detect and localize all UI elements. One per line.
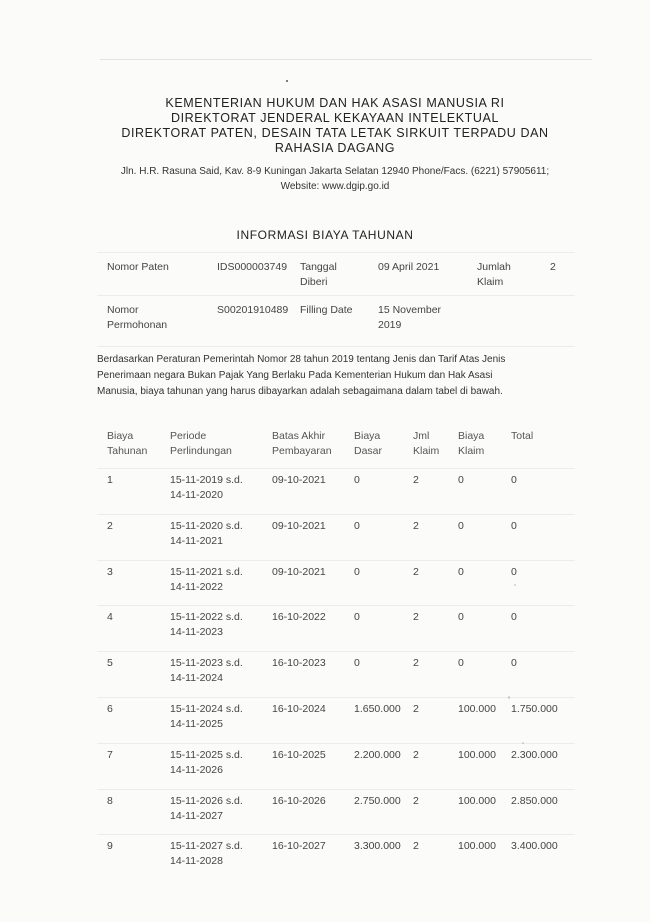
header-text: Biaya xyxy=(354,430,381,442)
cell-periode xyxy=(170,839,243,869)
cell-jml-klaim: 2 xyxy=(413,794,419,807)
periode-end: 14-11-2023 xyxy=(170,626,223,639)
cell-no: 9 xyxy=(107,840,113,853)
cell-total: 2.300.000 xyxy=(511,748,558,761)
jumlah-klaim-label xyxy=(477,260,511,290)
cell-jml-klaim: 2 xyxy=(413,840,419,853)
paragraph-line-2: Penerimaan negara Bukan Pajak Yang Berlaku Pada Kementerian Hukum dan Hak Asasi xyxy=(97,370,493,381)
cell-biaya-klaim: 0 xyxy=(458,657,464,670)
periode-start: 15-11-2020 s.d. xyxy=(170,519,243,532)
header-text: Periode xyxy=(170,430,207,442)
filling-date-label: Filling Date xyxy=(300,304,353,316)
header-biaya-klaim xyxy=(458,429,484,459)
cell-biaya-dasar: 0 xyxy=(354,611,360,624)
fee-table-header xyxy=(97,428,575,468)
info-row-1 xyxy=(97,252,575,295)
cell-batas-akhir: 16-10-2025 xyxy=(272,748,326,761)
annual-fee-table xyxy=(97,428,575,880)
cell-biaya-dasar: 2.200.000 xyxy=(354,748,401,761)
cell-no: 2 xyxy=(107,519,113,532)
website-line: Website: www.dgip.go.id xyxy=(280,181,390,192)
nomor-permohonan-label xyxy=(107,303,167,333)
scan-speck xyxy=(508,696,510,699)
table-row xyxy=(97,697,575,743)
periode-start: 15-11-2022 s.d. xyxy=(170,611,243,624)
jumlah-klaim-label-2: Klaim xyxy=(477,276,504,288)
cell-batas-akhir: 16-10-2026 xyxy=(272,794,326,807)
cell-batas-akhir: 16-10-2024 xyxy=(272,702,326,715)
cell-batas-akhir: 16-10-2022 xyxy=(272,611,326,624)
fee-table-body xyxy=(97,468,575,880)
periode-end: 14-11-2028 xyxy=(170,855,223,868)
cell-biaya-klaim: 0 xyxy=(458,565,464,578)
cell-batas-akhir: 16-10-2027 xyxy=(272,840,326,853)
cell-total: 0 xyxy=(511,611,517,624)
nomor-permohonan-label-1: Nomor xyxy=(107,304,139,316)
table-row xyxy=(97,514,575,560)
cell-biaya-klaim: 0 xyxy=(458,519,464,532)
cell-no: 8 xyxy=(107,794,113,807)
periode-start: 15-11-2025 s.d. xyxy=(170,748,243,761)
header-text: Tahunan xyxy=(107,445,148,457)
tanggal-diberi-label xyxy=(300,260,337,290)
cell-biaya-dasar: 3.300.000 xyxy=(354,840,401,853)
cell-no: 6 xyxy=(107,702,113,715)
cell-biaya-klaim: 100.000 xyxy=(458,840,496,853)
scan-speck xyxy=(522,742,524,744)
header-text: Biaya xyxy=(458,430,485,442)
cell-no: 3 xyxy=(107,565,113,578)
cell-biaya-dasar: 0 xyxy=(354,565,360,578)
cell-jml-klaim: 2 xyxy=(413,474,419,486)
cell-jml-klaim: 2 xyxy=(413,657,419,670)
header-periode xyxy=(170,429,232,459)
cell-total: 2.850.000 xyxy=(511,794,558,807)
cell-batas-akhir: 16-10-2023 xyxy=(272,657,326,670)
header-text: Perlindungan xyxy=(170,445,232,457)
cell-biaya-dasar: 0 xyxy=(354,519,360,532)
table-row xyxy=(97,834,575,880)
periode-end: 14-11-2021 xyxy=(170,534,223,547)
cell-jml-klaim: 2 xyxy=(413,611,419,624)
paragraph-line-3: Manusia, biaya tahunan yang harus dibayarkan adalah sebagaimana dalam tabel di bawah. xyxy=(97,386,503,397)
periode-start: 15-11-2021 s.d. xyxy=(170,565,243,578)
cell-periode xyxy=(170,473,243,503)
cell-total: 0 xyxy=(511,474,517,486)
header-text: Jml xyxy=(413,430,430,442)
section-title: INFORMASI BIAYA TAHUNAN xyxy=(236,228,414,242)
cell-biaya-klaim: 100.000 xyxy=(458,702,496,715)
cell-biaya-dasar: 2.750.000 xyxy=(354,794,401,807)
periode-end: 14-11-2027 xyxy=(170,809,223,822)
patent-info-table xyxy=(97,252,575,347)
periode-start: 15-11-2023 s.d. xyxy=(170,657,243,670)
address-block xyxy=(60,164,610,194)
periode-end: 14-11-2026 xyxy=(170,763,223,776)
directorate-line: DIREKTORAT PATEN, DESAIN TATA LETAK SIRKUIT TERPADU DAN xyxy=(121,126,549,140)
nomor-paten-label: Nomor Paten xyxy=(107,261,169,273)
header-text: Pembayaran xyxy=(272,445,332,457)
filling-date-value-2: 2019 xyxy=(378,319,402,331)
periode-end: 14-11-2025 xyxy=(170,717,223,730)
cell-periode xyxy=(170,519,243,549)
nomor-paten-value: IDS000003749 xyxy=(217,261,288,273)
cell-periode xyxy=(170,702,243,732)
filling-date-value-1: 15 November xyxy=(378,304,442,316)
header-text: Total xyxy=(511,430,534,442)
filling-date-value xyxy=(378,303,441,333)
table-row xyxy=(97,560,575,606)
top-rule xyxy=(100,59,592,60)
cell-periode xyxy=(170,610,243,640)
jumlah-klaim-value: 2 xyxy=(550,261,556,273)
cell-batas-akhir: 09-10-2021 xyxy=(272,519,326,532)
cell-jml-klaim: 2 xyxy=(413,748,419,761)
nomor-permohonan-label-2: Permohonan xyxy=(107,319,168,331)
scan-speck xyxy=(514,584,516,586)
cell-periode xyxy=(170,565,243,595)
info-row-2 xyxy=(97,295,575,347)
jumlah-klaim-label-1: Jumlah xyxy=(477,261,511,273)
letterhead xyxy=(60,96,610,156)
cell-batas-akhir: 09-10-2021 xyxy=(272,474,326,486)
directorate-line-cont: RAHASIA DAGANG xyxy=(274,141,396,155)
cell-jml-klaim: 2 xyxy=(413,565,419,578)
periode-end: 14-11-2024 xyxy=(170,672,223,685)
cell-periode xyxy=(170,794,243,824)
header-text: Batas Akhir xyxy=(272,430,326,442)
cell-periode xyxy=(170,656,243,686)
cell-periode xyxy=(170,748,243,778)
header-text: Klaim xyxy=(413,445,440,457)
cell-jml-klaim: 2 xyxy=(413,519,419,532)
periode-end: 14-11-2020 xyxy=(170,489,223,501)
cell-total: 0 xyxy=(511,657,517,670)
table-row xyxy=(97,789,575,835)
tanggal-diberi-label-1: Tanggal xyxy=(300,261,337,273)
header-jml-klaim xyxy=(413,429,439,459)
periode-start: 15-11-2019 s.d. xyxy=(170,474,243,486)
tanggal-diberi-value: 09 April 2021 xyxy=(378,261,440,273)
cell-jml-klaim: 2 xyxy=(413,702,419,715)
periode-start: 15-11-2026 s.d. xyxy=(170,794,243,807)
scan-dot xyxy=(286,80,288,82)
table-row xyxy=(97,468,575,514)
cell-total: 0 xyxy=(511,565,517,578)
cell-total: 3.400.000 xyxy=(511,840,558,853)
table-row xyxy=(97,651,575,697)
cell-biaya-klaim: 0 xyxy=(458,474,464,486)
regulation-paragraph xyxy=(97,352,567,400)
table-row xyxy=(97,605,575,651)
cell-total: 1.750.000 xyxy=(511,702,558,715)
cell-biaya-dasar: 1.650.000 xyxy=(354,702,401,715)
header-text: Klaim xyxy=(458,445,485,457)
cell-no: 4 xyxy=(107,611,113,624)
cell-biaya-dasar: 0 xyxy=(354,474,360,486)
header-biaya-dasar xyxy=(354,429,382,459)
periode-start: 15-11-2027 s.d. xyxy=(170,840,243,853)
nomor-permohonan-value: S00201910489 xyxy=(217,304,289,316)
tanggal-diberi-label-2: Diberi xyxy=(300,276,328,288)
header-total xyxy=(511,429,533,444)
cell-total: 0 xyxy=(511,519,517,532)
cell-biaya-klaim: 100.000 xyxy=(458,748,496,761)
header-biaya-tahunan xyxy=(107,429,147,459)
periode-start: 15-11-2024 s.d. xyxy=(170,702,243,715)
periode-end: 14-11-2022 xyxy=(170,580,223,593)
paragraph-line-1: Berdasarkan Peraturan Pemerintah Nomor 28 tahun 2019 tentang Jenis dan Tarif Atas Jenis xyxy=(97,354,506,365)
directorate-general-line: DIREKTORAT JENDERAL KEKAYAAN INTELEKTUAL xyxy=(170,111,500,125)
cell-batas-akhir: 09-10-2021 xyxy=(272,565,326,578)
ministry-line: KEMENTERIAN HUKUM DAN HAK ASASI MANUSIA RI xyxy=(165,96,505,110)
header-text: Biaya xyxy=(107,430,134,442)
cell-no: 1 xyxy=(107,474,113,486)
table-row xyxy=(97,743,575,789)
cell-no: 7 xyxy=(107,748,113,761)
header-text: Dasar xyxy=(354,445,383,457)
cell-biaya-dasar: 0 xyxy=(354,657,360,670)
header-batas-akhir xyxy=(272,429,332,459)
cell-no: 5 xyxy=(107,657,113,670)
cell-biaya-klaim: 100.000 xyxy=(458,794,496,807)
address-line: Jln. H.R. Rasuna Said, Kav. 8-9 Kuningan Jakarta Selatan 12940 Phone/Facs. (6221) 57905611; xyxy=(120,166,550,177)
cell-biaya-klaim: 0 xyxy=(458,611,464,624)
